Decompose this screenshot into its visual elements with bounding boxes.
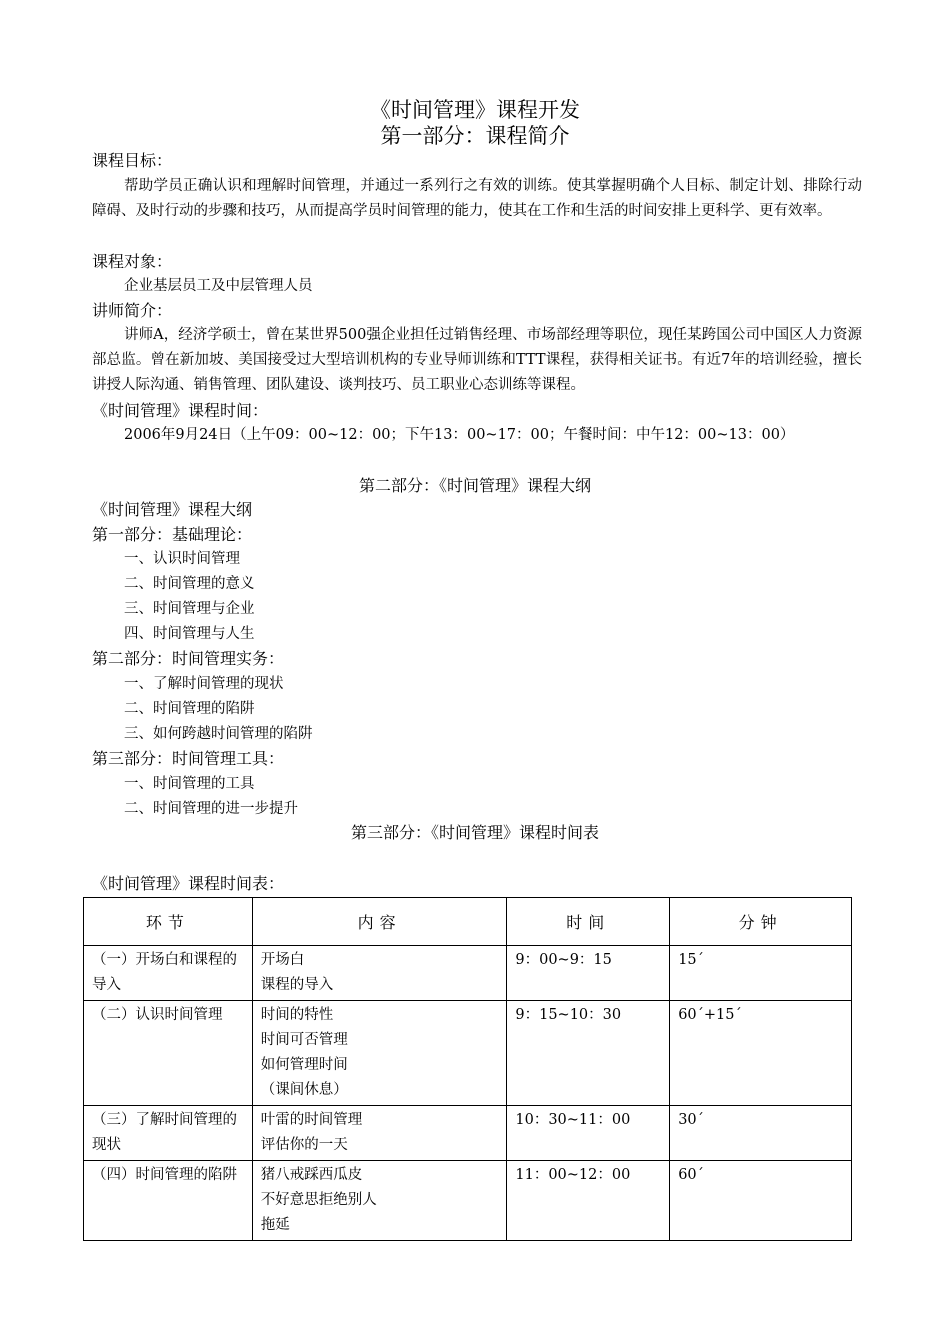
schedule-table (83, 897, 852, 1241)
content-line: 如何管理时间 (260, 1057, 348, 1073)
minutes-cell: 60´+15´ (670, 1001, 852, 1106)
content-line: 时间可否管理 (260, 1032, 348, 1048)
content-line: 猪八戒踩西瓜皮 (260, 1167, 363, 1183)
audience-text: 企业基层员工及中层管理人员 (124, 278, 313, 294)
outline-section-heading: 第三部分：时间管理工具： (92, 749, 285, 768)
time-cell: 11：00~12：00 (507, 1161, 670, 1241)
stage-cell: （一）开场白和课程的导入 (84, 946, 253, 1001)
minutes-cell: 30´ (670, 1106, 852, 1161)
schedule-table-title: 《时间管理》课程时间表： (92, 874, 285, 893)
part1-title: 第一部分：课程简介 (380, 124, 570, 148)
audience-heading: 课程对象： (92, 252, 173, 271)
outline-item: 二、时间管理的陷阱 (124, 701, 255, 717)
outline-section-heading: 第一部分：基础理论： (92, 525, 253, 544)
time-cell: 9：00~9：15 (507, 946, 670, 1001)
outline-item: 一、认识时间管理 (124, 551, 240, 567)
outline-item: 一、了解时间管理的现状 (124, 676, 284, 692)
table-row (84, 1001, 852, 1106)
stage-cell: （二）认识时间管理 (84, 1001, 253, 1106)
lecturer-paragraph: 讲师A，经济学硕士，曾在某世界500强企业担任过销售经理、市场部经理等职位，现任某跨国公司中国区人力资源部总监。曾在新加坡、美国接受过大型培训机构的专业导师训练和TTT课程，获得相关证书。有近7年的培训经验，擅长讲授人际沟通、销售管理、团队建设、谈判技巧、员工职业心态训练等课程。 (92, 327, 862, 393)
column-header-minutes: 分钟 (670, 898, 852, 946)
outline-section-heading: 第二部分：时间管理实务： (92, 649, 285, 668)
content-line: 拖延 (260, 1217, 290, 1233)
content-cell (252, 1001, 507, 1106)
stage-cell: （四）时间管理的陷阱 (84, 1161, 253, 1241)
table-row (84, 1161, 852, 1241)
outline-title: 《时间管理》课程大纲 (92, 500, 253, 519)
goal-paragraph: 帮助学员正确认识和理解时间管理，并通过一系列行之有效的训练。使其掌握明确个人目标、制定计划、排除行动障碍、及时行动的步骤和技巧，从而提高学员时间管理的能力，使其在工作和生活的时间安排上更科学、更有效率。 (92, 178, 862, 219)
content-line: 评估你的一天 (260, 1137, 348, 1153)
outline-item: 二、时间管理的意义 (124, 576, 255, 592)
document-title: 《时间管理》课程开发 (370, 98, 580, 122)
minutes-cell: 15´ (670, 946, 852, 1001)
content-line: 不好意思拒绝别人 (260, 1192, 377, 1208)
time-cell: 10：30~11：00 (507, 1106, 670, 1161)
table-row (84, 1106, 852, 1161)
course-time-heading: 《时间管理》课程时间： (92, 401, 269, 420)
outline-item: 三、时间管理与企业 (124, 601, 255, 617)
content-line: （课间休息） (260, 1082, 348, 1098)
outline-item: 四、时间管理与人生 (124, 626, 255, 642)
column-header-content: 内容 (252, 898, 507, 946)
content-cell (252, 946, 507, 1001)
minutes-cell: 60´ (670, 1161, 852, 1241)
part3-heading: 第三部分：《时间管理》课程时间表 (350, 823, 599, 842)
content-cell (252, 1161, 507, 1241)
table-row (84, 946, 852, 1001)
column-header-time: 时间 (507, 898, 670, 946)
stage-cell: （三）了解时间管理的现状 (84, 1106, 253, 1161)
outline-item: 一、时间管理的工具 (124, 776, 255, 792)
content-line: 开场白 (260, 952, 305, 968)
table-header-row (84, 898, 852, 946)
content-cell (252, 1106, 507, 1161)
time-cell: 9：15~10：30 (507, 1001, 670, 1106)
content-line: 时间的特性 (260, 1007, 334, 1023)
goal-heading: 课程目标： (92, 151, 173, 170)
outline-item: 三、如何跨越时间管理的陷阱 (124, 726, 313, 742)
lecturer-heading: 讲师简介： (92, 301, 173, 320)
content-line: 课程的导入 (260, 977, 334, 993)
column-header-stage: 环节 (84, 898, 253, 946)
content-line: 叶雷的时间管理 (260, 1112, 363, 1128)
part2-heading: 第二部分：《时间管理》课程大纲 (358, 476, 591, 495)
outline-item: 二、时间管理的进一步提升 (124, 801, 298, 817)
course-time-text: 2006年9月24日（上午09：00~12：00；下午13：00~17：00；午餐时间：中午12：00~13：00） (124, 427, 795, 443)
